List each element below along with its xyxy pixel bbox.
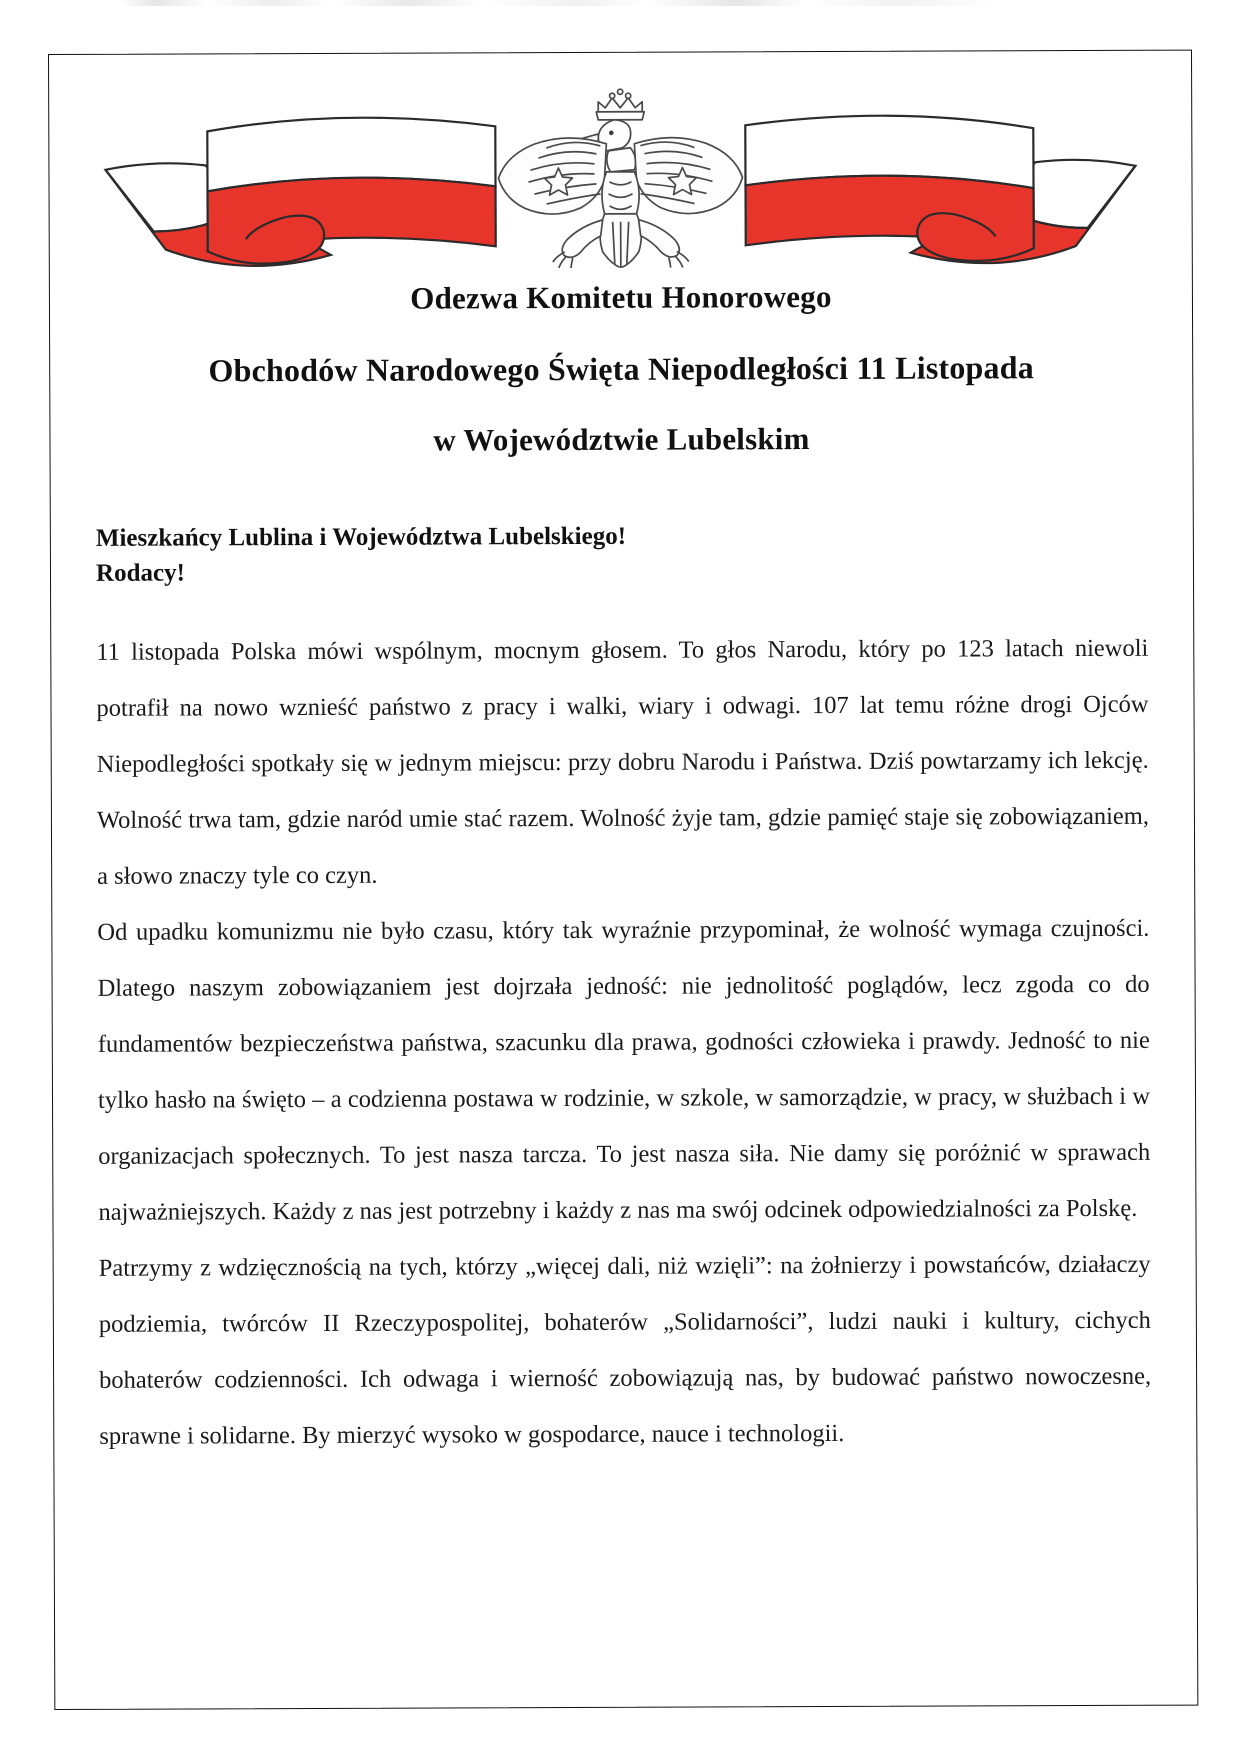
salutation-block: [96, 516, 1148, 590]
flag-ribbon-left: [105, 117, 496, 266]
document-page: [48, 50, 1198, 1710]
body-text: [96, 620, 1151, 1464]
body-paragraph: Od upadku komunizmu nie było czasu, który tak wyraźnie przypominał, że wolność wymaga czujności. Dlatego naszym zobowiązaniem jest dojrzała jedność: nie jednolitość poglądów, lecz zgoda co do fundamentów bezpieczeństwa państwa, szacunku dla prawa, godności człowieka i prawdy. Jedność to nie tylko hasło na święto – a codzienna postawa w rodzinie, w szkole, w samorządzie, w pracy, w służbach i w organizacjach społecznych. To jest nasza tarcza. To jest nasza siła. Nie damy się poróżnić w sprawach najważniejszych. Każdy z nas jest potrzebny i każdy z nas ma swój odcinek odpowiedzialności za Polskę.: [97, 914, 1151, 1226]
document-title: [95, 280, 1148, 459]
scan-noise-artifact: [120, 0, 1000, 6]
eagle-emblem: [498, 89, 743, 270]
title-line-3: w Województwie Lubelskim: [433, 421, 810, 458]
body-paragraph: 11 listopada Polska mówi wspólnym, mocnym głosem. To głos Narodu, który po 123 latach niewoli potrafił na nowo wznieść państwo z pracy i walki, wiary i odwagi. 107 lat temu różne drogi Ojców Niepodległości spotkały się w jednym miejscu: przy dobru Narodu i Państwa. Dziś powtarzamy ich lekcję. Wolność trwa tam, gdzie naród umie stać razem. Wolność żyje tam, gdzie pamięć staje się zobowiązaniem, a słowo znaczy tyle co czyn.: [96, 634, 1149, 890]
title-line-1: Odezwa Komitetu Honorowego: [410, 278, 832, 316]
title-line-2: Obchodów Narodowego Święta Niepodległości 11 Listopada: [208, 348, 1034, 388]
polish-coat-of-arms-with-flags-graphic: [94, 76, 1147, 270]
flag-ribbon-right: [745, 115, 1136, 264]
body-paragraph: Patrzymy z wdzięcznością na tych, którzy „więcej dali, niż wzięli”: na żołnierzy i powstańców, działaczy podziemia, twórców II Rzeczypospolitej, bohaterów „Solidarności”, ludzi nauki i kultury, cichych bohaterów codzienności. Ich odwaga i wierność zobowiązują nas, by budować państwo nowoczesne, sprawne i solidarne. By mierzyć wysoko w gospodarce, nauce i technologii.: [98, 1250, 1152, 1450]
salutation-line-2: Rodacy!: [95, 559, 185, 587]
salutation-line-1: Mieszkańcy Lublina i Województwa Lubelskiego!: [95, 522, 627, 552]
